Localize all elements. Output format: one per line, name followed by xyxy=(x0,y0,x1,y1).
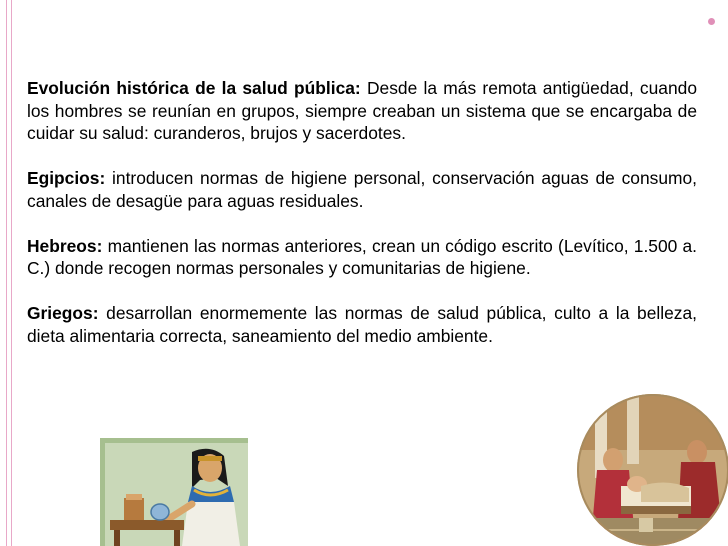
decorative-dot xyxy=(708,18,715,25)
paragraph-heading: Griegos: xyxy=(27,303,99,323)
paragraph-text: introducen normas de higiene personal, conservación aguas de consumo, canales de desagüe para aguas residuales. xyxy=(27,168,697,211)
paragraph-hebreos xyxy=(27,235,697,280)
paragraph-heading: Evolución histórica de la salud pública: xyxy=(27,78,361,98)
greek-illustration xyxy=(577,390,728,546)
paragraph-heading: Hebreos: xyxy=(27,235,103,256)
paragraph-intro xyxy=(27,77,697,145)
paragraph-text: mantienen las normas anteriores, crean un código escrito (Levítico, 1.500 a. C.) donde recogen normas personales y comunitarias de higiene. xyxy=(27,235,697,278)
paragraph-griegos xyxy=(27,302,697,347)
left-decorative-rule xyxy=(6,0,7,546)
paragraph-text: desarrollan enormemente las normas de salud pública, culto a la belleza, dieta alimentaria correcta, saneamiento del medio ambiente. xyxy=(27,303,697,346)
left-decorative-rule-inner xyxy=(11,0,12,546)
slide-body xyxy=(27,77,697,370)
paragraph-egipcios xyxy=(27,167,697,212)
egyptian-illustration xyxy=(100,438,248,546)
paragraph-text: Desde la más remota antigüedad, cuando los hombres se reunían en grupos, siempre creaban un sistema que se encargaba de cuidar su salud: curanderos, brujos y sacerdotes. xyxy=(27,78,697,143)
paragraph-heading: Egipcios: xyxy=(27,168,106,188)
